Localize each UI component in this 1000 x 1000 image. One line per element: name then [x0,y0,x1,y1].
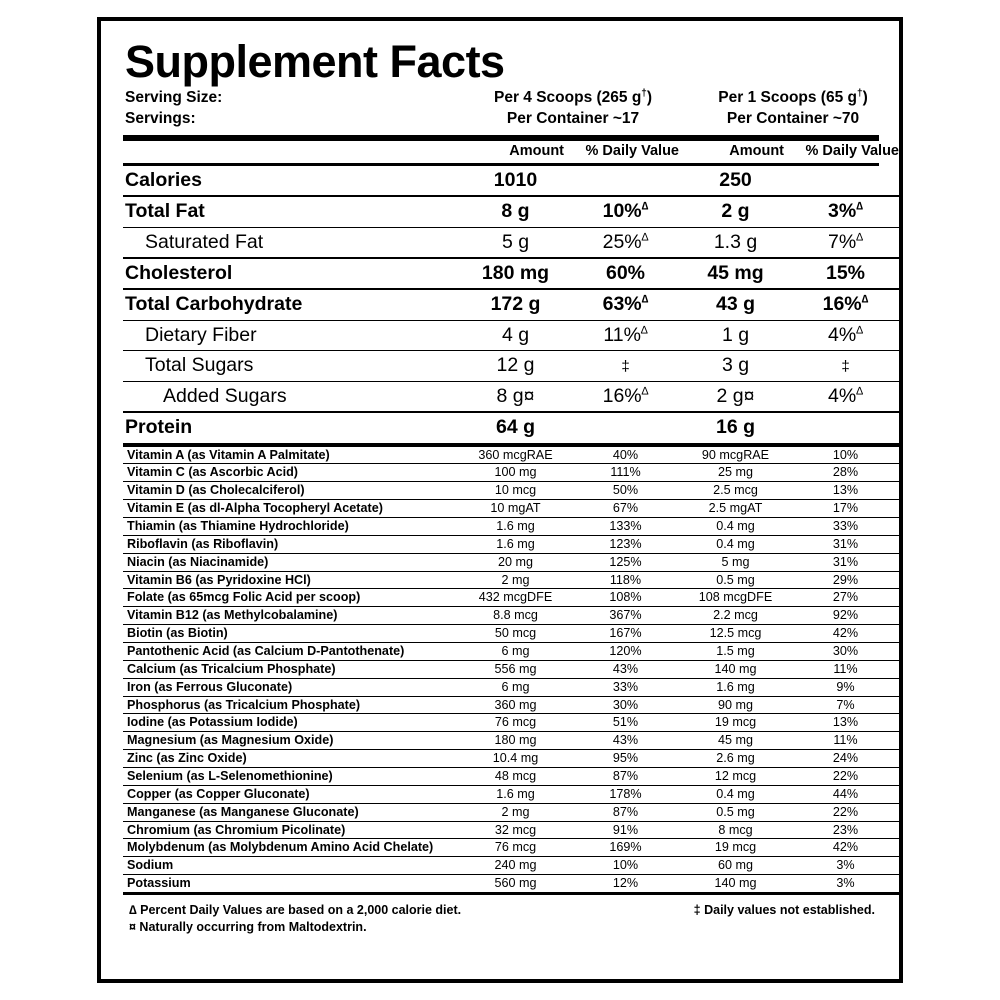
nutrient-dv-1: 11%∆ [568,320,683,350]
supplement-facts-panel [97,17,903,983]
vitamin-amount-2: 0.4 mg [683,517,788,535]
vitamin-label: Sodium [123,857,463,875]
vitamin-dv-1: 120% [568,643,683,661]
vitamin-row [123,821,903,839]
servings-label: Servings: [125,109,196,127]
nutrient-dv-1: 10%∆ [568,196,683,227]
vitamin-row [123,875,903,894]
vitamin-amount-2: 140 mg [683,875,788,894]
vitamin-dv-2: 42% [788,625,903,643]
vitamin-label: Iron (as Ferrous Gluconate) [123,678,463,696]
vitamin-label: Thiamin (as Thiamine Hydrochloride) [123,517,463,535]
nutrient-amount-1: 4 g [463,320,568,350]
vitamin-amount-2: 0.4 mg [683,535,788,553]
vitamin-dv-2: 42% [788,839,903,857]
vitamin-label: Phosphorus (as Tricalcium Phosphate) [123,696,463,714]
vitamin-label: Selenium (as L-Selenomethionine) [123,768,463,786]
nutrient-row [123,258,903,289]
nutrient-label: Dietary Fiber [123,320,463,350]
main-nutrients-table [123,166,903,446]
vitamin-row [123,803,903,821]
vitamin-amount-1: 2 mg [463,571,568,589]
serving-size-label: Serving Size: [125,89,223,107]
vitamin-dv-1: 125% [568,553,683,571]
vitamin-dv-1: 30% [568,696,683,714]
vitamin-amount-1: 560 mg [463,875,568,894]
vitamin-dv-2: 3% [788,875,903,894]
nutrient-amount-1: 12 g [463,351,568,381]
vitamin-amount-2: 2.6 mg [683,750,788,768]
footnotes-left [129,902,461,936]
vitamin-label: Vitamin E (as dl-Alpha Tocopheryl Acetate) [123,500,463,518]
vitamin-label: Iodine (as Potassium Iodide) [123,714,463,732]
vitamin-row [123,571,903,589]
vitamin-label: Magnesium (as Magnesium Oxide) [123,732,463,750]
vitamin-amount-1: 180 mg [463,732,568,750]
vitamin-amount-1: 6 mg [463,643,568,661]
vitamin-amount-2: 0.4 mg [683,785,788,803]
dagger-symbol-2: † [857,88,863,99]
vitamin-amount-2: 108 mcgDFE [683,589,788,607]
vitamin-amount-1: 100 mg [463,464,568,482]
vitamin-amount-2: 0.5 mg [683,571,788,589]
vitamin-row [123,643,903,661]
vitamin-row [123,714,903,732]
vitamin-dv-2: 30% [788,643,903,661]
serving-size-col1: Per 4 Scoops (265 g†) [493,88,653,107]
nutrient-dv-1: 60% [568,258,683,289]
vitamin-dv-1: 111% [568,464,683,482]
vitamin-dv-1: 133% [568,517,683,535]
vitamin-label: Vitamin B12 (as Methylcobalamine) [123,607,463,625]
vitamin-dv-1: 91% [568,821,683,839]
column-header-dv-2: % Daily Value [805,142,899,159]
vitamin-amount-1: 10.4 mg [463,750,568,768]
vitamin-amount-2: 0.5 mg [683,803,788,821]
nutrient-dv-2: 7%∆ [788,227,903,258]
vitamin-dv-1: 51% [568,714,683,732]
nutrient-row [123,351,903,381]
vitamin-dv-2: 13% [788,482,903,500]
vitamin-dv-1: 169% [568,839,683,857]
vitamin-amount-2: 12 mcg [683,768,788,786]
vitamin-dv-2: 22% [788,803,903,821]
vitamin-amount-1: 1.6 mg [463,785,568,803]
vitamin-amount-2: 140 mg [683,660,788,678]
vitamin-amount-2: 19 mcg [683,714,788,732]
nutrient-amount-1: 8 g [463,196,568,227]
vitamin-amount-1: 6 mg [463,678,568,696]
nutrient-dv-2: 4%∆ [788,381,903,412]
vitamin-dv-1: 33% [568,678,683,696]
column-header-row [123,141,903,163]
vitamin-dv-2: 7% [788,696,903,714]
vitamin-row [123,517,903,535]
vitamin-row [123,535,903,553]
vitamin-row [123,696,903,714]
serving-size-row [123,88,903,109]
vitamin-label: Zinc (as Zinc Oxide) [123,750,463,768]
vitamin-amount-1: 48 mcg [463,768,568,786]
vitamin-dv-2: 92% [788,607,903,625]
vitamin-label: Biotin (as Biotin) [123,625,463,643]
vitamin-dv-1: 118% [568,571,683,589]
vitamin-amount-2: 19 mcg [683,839,788,857]
vitamin-amount-2: 1.6 mg [683,678,788,696]
vitamin-dv-2: 24% [788,750,903,768]
vitamin-dv-2: 23% [788,821,903,839]
nutrient-label: Added Sugars [123,381,463,412]
vitamin-dv-1: 10% [568,857,683,875]
vitamin-row [123,732,903,750]
vitamin-amount-1: 1.6 mg [463,535,568,553]
column-header-amount-2: Amount [729,142,784,159]
vitamin-row [123,464,903,482]
vitamin-label: Vitamin D (as Cholecalciferol) [123,482,463,500]
nutrient-dv-2: 4%∆ [788,320,903,350]
vitamin-amount-1: 50 mcg [463,625,568,643]
nutrient-dv-1: ‡ [568,351,683,381]
vitamin-amount-1: 240 mg [463,857,568,875]
nutrient-amount-2: 250 [719,168,752,191]
vitamin-dv-2: 9% [788,678,903,696]
footnote-not-established: ‡ Daily values not established. [693,903,875,918]
vitamin-row [123,839,903,857]
footnote-maltodextrin: ¤ Naturally occurring from Maltodextrin. [129,919,367,934]
vitamin-dv-1: 50% [568,482,683,500]
column-header-dv-1: % Daily Value [585,142,679,159]
vitamin-dv-2: 10% [788,446,903,464]
vitamin-dv-1: 67% [568,500,683,518]
nutrient-row [123,320,903,350]
vitamin-dv-2: 17% [788,500,903,518]
serving-size-col2: Per 1 Scoops (65 g†) [718,88,868,107]
vitamin-dv-1: 12% [568,875,683,894]
column-header-amount-1: Amount [509,142,564,159]
vitamin-label: Vitamin B6 (as Pyridoxine HCl) [123,571,463,589]
vitamin-dv-2: 11% [788,732,903,750]
nutrient-dv-2: 3%∆ [788,196,903,227]
nutrient-row [123,289,903,320]
vitamin-dv-1: 87% [568,768,683,786]
nutrient-dv-1: 25%∆ [568,227,683,258]
vitamin-amount-1: 360 mg [463,696,568,714]
nutrient-dv-2: 15% [788,258,903,289]
vitamin-amount-1: 360 mcgRAE [463,446,568,464]
vitamin-amount-1: 10 mcg [463,482,568,500]
vitamin-amount-1: 76 mcg [463,714,568,732]
nutrient-amount-1: 64 g [463,412,568,444]
vitamin-amount-2: 1.5 mg [683,643,788,661]
vitamin-amount-1: 76 mcg [463,839,568,857]
vitamin-amount-2: 25 mg [683,464,788,482]
nutrient-amount-2: 3 g [683,351,788,381]
nutrient-dv-1: 63%∆ [568,289,683,320]
vitamin-row [123,768,903,786]
servings-col1: Per Container ~17 [506,109,640,127]
vitamin-amount-1: 32 mcg [463,821,568,839]
vitamin-label: Niacin (as Niacinamide) [123,553,463,571]
nutrient-label: Protein [123,412,463,444]
nutrient-amount-1: 180 mg [463,258,568,289]
vitamin-label: Folate (as 65mcg Folic Acid per scoop) [123,589,463,607]
vitamin-row [123,589,903,607]
vitamin-label: Potassium [123,875,463,894]
vitamin-dv-2: 11% [788,660,903,678]
vitamin-row [123,625,903,643]
vitamin-label: Calcium (as Tricalcium Phosphate) [123,660,463,678]
nutrient-amount-2: 2 g¤ [683,381,788,412]
vitamin-row [123,678,903,696]
vitamin-dv-2: 27% [788,589,903,607]
nutrient-label: Total Fat [123,196,463,227]
nutrient-row [123,412,903,444]
vitamin-label: Vitamin A (as Vitamin A Palmitate) [123,446,463,464]
vitamin-row [123,750,903,768]
nutrient-amount-2: 2 g [683,196,788,227]
vitamin-amount-2: 45 mg [683,732,788,750]
vitamin-dv-2: 31% [788,553,903,571]
vitamin-amount-1: 432 mcgDFE [463,589,568,607]
nutrient-label: Cholesterol [123,258,463,289]
vitamin-dv-2: 13% [788,714,903,732]
vitamin-label: Molybdenum (as Molybdenum Amino Acid Chelate) [123,839,463,857]
vitamin-dv-1: 123% [568,535,683,553]
nutrient-dv-2 [788,166,903,196]
vitamin-label: Copper (as Copper Gluconate) [123,785,463,803]
vitamin-amount-2: 60 mg [683,857,788,875]
vitamin-row [123,857,903,875]
vitamin-dv-2: 28% [788,464,903,482]
vitamin-dv-2: 3% [788,857,903,875]
nutrient-dv-1: 16%∆ [568,381,683,412]
nutrient-amount-1: 1010 [493,168,538,191]
nutrient-amount-1: 8 g¤ [463,381,568,412]
nutrient-row [123,381,903,412]
vitamin-label: Chromium (as Chromium Picolinate) [123,821,463,839]
vitamin-row [123,785,903,803]
vitamin-amount-2: 8 mcg [683,821,788,839]
vitamin-dv-2: 44% [788,785,903,803]
vitamin-row [123,660,903,678]
vitamin-row [123,553,903,571]
column-header-spacer [123,141,463,163]
footnotes [123,902,879,936]
serving-header-table [123,88,903,130]
vitamin-dv-1: 167% [568,625,683,643]
vitamin-row [123,500,903,518]
nutrient-amount-2: 16 g [683,412,788,444]
vitamin-dv-1: 87% [568,803,683,821]
vitamin-dv-1: 95% [568,750,683,768]
nutrient-dv-1 [568,412,683,444]
vitamin-amount-2: 5 mg [683,553,788,571]
vitamin-amount-2: 90 mg [683,696,788,714]
vitamin-amount-1: 556 mg [463,660,568,678]
nutrient-amount-1: 5 g [463,227,568,258]
vitamin-dv-1: 40% [568,446,683,464]
vitamin-label: Pantothenic Acid (as Calcium D-Pantothenate) [123,643,463,661]
vitamin-amount-1: 20 mg [463,553,568,571]
vitamin-row [123,607,903,625]
nutrient-amount-1: 172 g [463,289,568,320]
vitamins-minerals-table [123,446,903,895]
nutrient-dv-2 [788,412,903,444]
vitamin-label: Vitamin C (as Ascorbic Acid) [123,464,463,482]
nutrient-amount-2: 1 g [683,320,788,350]
vitamin-amount-2: 2.2 mcg [683,607,788,625]
vitamin-label: Manganese (as Manganese Gluconate) [123,803,463,821]
vitamin-dv-2: 33% [788,517,903,535]
vitamin-amount-2: 12.5 mcg [683,625,788,643]
dagger-symbol-1: † [641,88,647,99]
nutrient-row [123,196,903,227]
nutrient-label: Saturated Fat [123,227,463,258]
vitamin-dv-2: 22% [788,768,903,786]
nutrient-row [123,227,903,258]
nutrient-amount-2: 45 mg [683,258,788,289]
servings-col2: Per Container ~70 [726,109,860,127]
nutrient-row [123,166,903,196]
nutrient-dv-2: ‡ [788,351,903,381]
vitamin-row [123,482,903,500]
nutrient-label: Total Sugars [123,351,463,381]
nutrient-amount-2: 43 g [683,289,788,320]
nutrient-label: Total Carbohydrate [123,289,463,320]
nutrient-label: Calories [125,168,202,191]
nutrient-dv-1 [568,166,683,196]
vitamin-amount-1: 1.6 mg [463,517,568,535]
column-header-table [123,141,903,163]
vitamin-amount-2: 90 mcgRAE [683,446,788,464]
nutrient-amount-2: 1.3 g [683,227,788,258]
vitamin-dv-1: 178% [568,785,683,803]
nutrient-dv-2: 16%∆ [788,289,903,320]
vitamin-amount-2: 2.5 mcg [683,482,788,500]
vitamin-dv-1: 108% [568,589,683,607]
vitamin-row [123,446,903,464]
page-title: Supplement Facts [125,36,505,87]
vitamin-amount-1: 8.8 mcg [463,607,568,625]
vitamin-dv-1: 43% [568,660,683,678]
servings-row [123,109,903,130]
footnote-daily-values: ∆ Percent Daily Values are based on a 2,000 calorie diet. [129,903,462,918]
vitamin-dv-1: 43% [568,732,683,750]
vitamin-amount-1: 10 mgAT [463,500,568,518]
vitamin-label: Riboflavin (as Riboflavin) [123,535,463,553]
vitamin-amount-2: 2.5 mgAT [683,500,788,518]
vitamin-dv-2: 31% [788,535,903,553]
vitamin-amount-1: 2 mg [463,803,568,821]
vitamin-dv-2: 29% [788,571,903,589]
vitamin-dv-1: 367% [568,607,683,625]
